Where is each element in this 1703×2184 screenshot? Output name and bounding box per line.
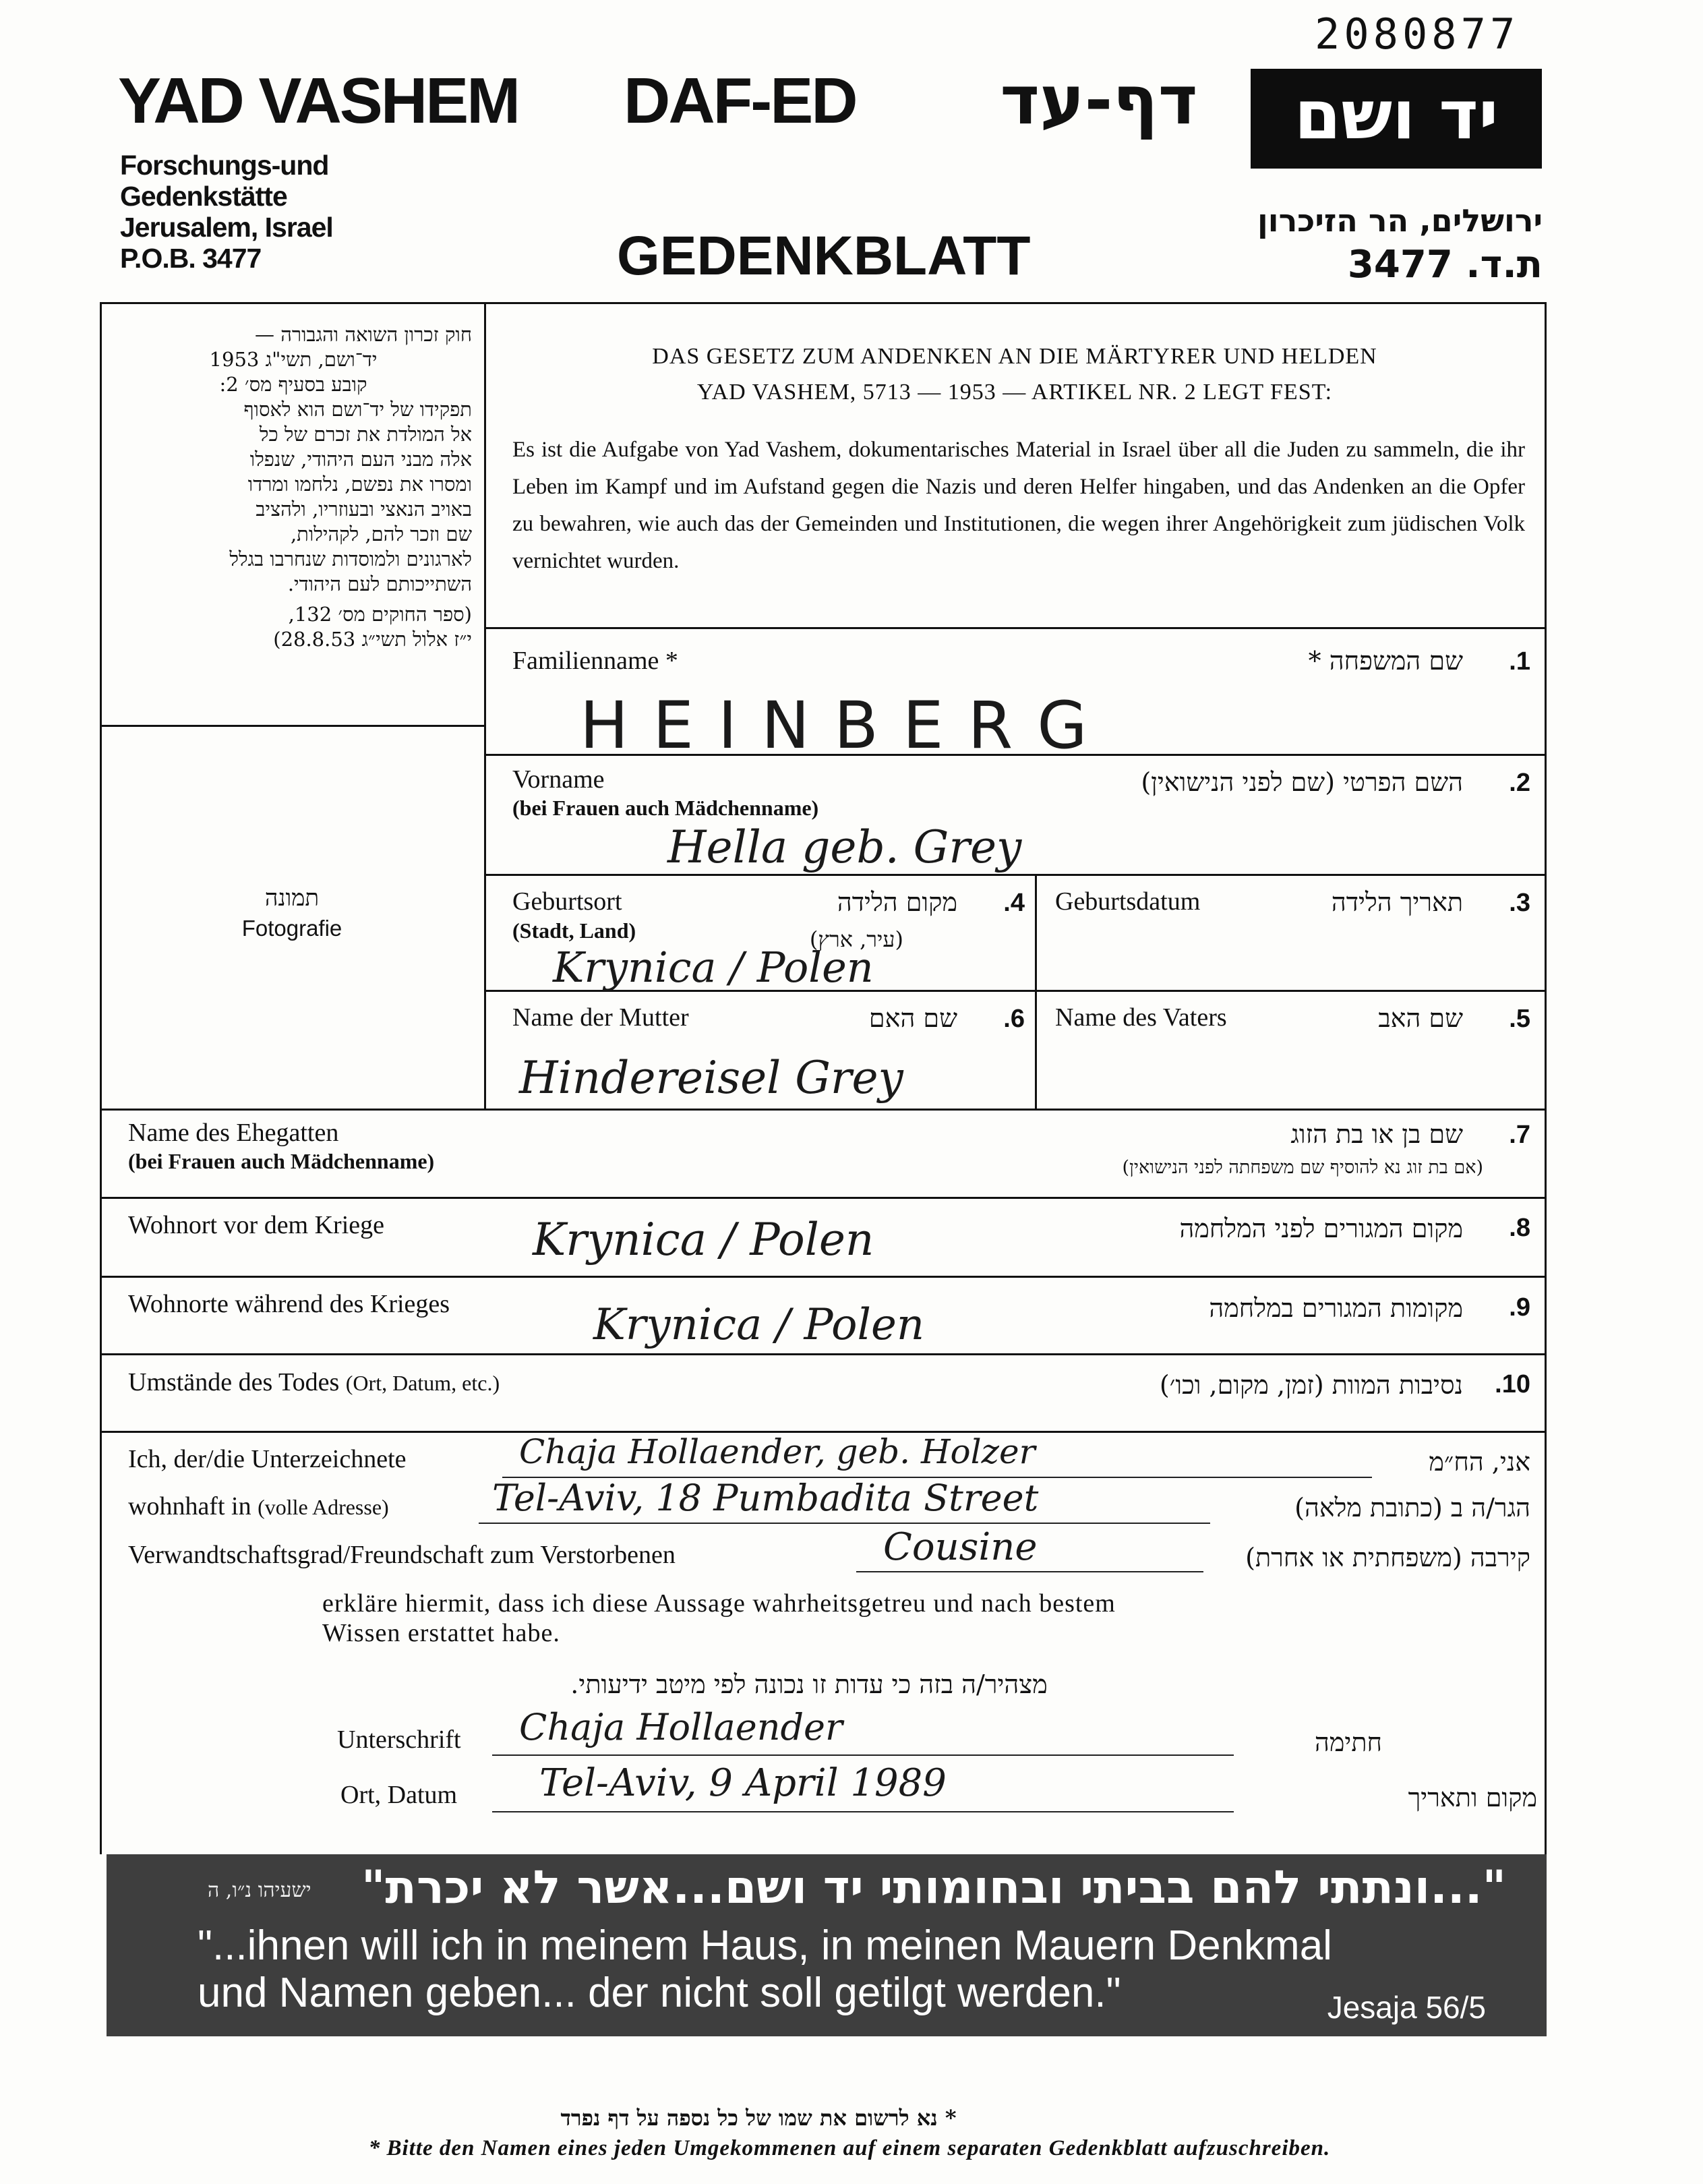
field4-sublabel: (Stadt, Land) — [512, 918, 636, 943]
field1-hebrew: שם המשפחה * — [1308, 646, 1463, 676]
signature-label: Unterschrift — [337, 1725, 461, 1754]
yad-vashem-title: YAD VASHEM — [118, 65, 519, 137]
frame-right — [1545, 302, 1547, 1854]
address-value[interactable]: Tel-Aviv, 18 Pumbadita Street — [492, 1477, 1039, 1519]
footer-hebrew-note: * נא לרשום את שמו של כל נספה על דף נפרד — [560, 2105, 957, 2131]
field10-number: .10 — [1495, 1370, 1530, 1398]
address-label — [128, 1492, 389, 1521]
address-label-suffix: (volle Adresse) — [258, 1495, 389, 1519]
field4-hebrew: מקום הלידה — [837, 887, 957, 917]
field6-value-mother-name[interactable]: Hindereisel Grey — [519, 1052, 903, 1104]
german-law-bottom — [484, 627, 1547, 629]
signature-line — [492, 1754, 1234, 1756]
address-line — [479, 1523, 1210, 1524]
field4-hebrew-sub: (עיר, ארץ) — [809, 926, 903, 952]
field3-hebrew: תאריך הלידה — [1331, 887, 1463, 917]
field7-label: Name des Ehegatten — [128, 1119, 339, 1147]
field4-number: .4 — [1003, 889, 1025, 917]
field1-label: Familienname * — [512, 647, 678, 675]
field2-sublabel: (bei Frauen auch Mädchenname) — [512, 796, 819, 820]
field1-value-family-name[interactable]: HEINBERG — [580, 688, 1112, 763]
field1-number: .1 — [1509, 647, 1530, 676]
place-date-label: Ort, Datum — [340, 1781, 458, 1809]
field6-label: Name der Mutter — [512, 1003, 689, 1032]
law-hebrew-line: (ספר החוקים מס׳ 132, — [288, 603, 472, 626]
law-hebrew-line: לארגונים ולמוסדות שנחרבו בגלל — [229, 548, 472, 570]
institution-line: P.O.B. 3477 — [120, 243, 262, 274]
place-date-value[interactable]: Tel-Aviv, 9 April 1989 — [539, 1761, 947, 1805]
field7-sublabel: (bei Frauen auch Mädchenname) — [128, 1149, 435, 1173]
gedenkblatt-title: GEDENKBLATT — [617, 225, 1031, 287]
field10-value-circumstances[interactable] — [607, 1369, 944, 1409]
field6-hebrew: שם האם — [868, 1003, 957, 1033]
institution-line: Gedenkstätte — [120, 181, 287, 212]
law-hebrew-line: שם וזכר להם, לקהילות, — [290, 523, 472, 545]
field10-label-suffix: (Ort, Datum, etc.) — [345, 1371, 500, 1395]
field5-label: Name des Vaters — [1055, 1003, 1227, 1032]
frame-left — [100, 302, 102, 1854]
law-hebrew-line: יד־ושם, תשי"ג 1953 — [209, 348, 378, 371]
signer-label: Ich, der/die Unterzeichnete — [128, 1445, 407, 1473]
field4-value-birthplace[interactable]: Krynica / Polen — [553, 943, 874, 992]
field6-number: .6 — [1003, 1005, 1025, 1033]
law-hebrew-line: אלה מבני העם היהודי, שנפלו — [249, 448, 472, 471]
yad-vashem-logo — [1251, 69, 1542, 169]
address-label-text: wohnhaft in — [128, 1492, 251, 1521]
field10-label — [128, 1367, 500, 1397]
field7-number: .7 — [1509, 1121, 1530, 1149]
law-bottom — [100, 725, 484, 727]
place-date-hebrew: מקום ותאריך — [1408, 1783, 1537, 1812]
field3-label: Geburtsdatum — [1055, 887, 1201, 916]
german-law-body: Es ist die Aufgabe von Yad Vashem, dokumentarisches Material in Israel über all die Juden zu sammeln, die ihr Leben im Kampf und im Aufstand gegen die Nazis und deren Helfer hingaben, und das Andenken an die Opfer zu bewahren, wie auch das der Gemeinden und Institutionen, die wegen ihrer Angehörigkeit zum jüdischen Volk vernichtet wurden. — [512, 438, 1525, 573]
field5-value-father-name[interactable] — [1079, 1052, 1510, 1092]
photo-label-hebrew: תמונה — [264, 885, 320, 912]
relation-hebrew: קירבה (משפחתית או אחרת) — [1245, 1543, 1530, 1572]
field8-hebrew: מקום המגורים לפני המלחמה — [1179, 1214, 1463, 1243]
field10-hebrew: נסיבות המוות (זמן, מקום, וכו׳) — [1159, 1370, 1463, 1400]
german-law-heading-1: DAS GESETZ ZUM ANDENKEN AN DIE MÄRTYRER UND HELDEN — [652, 344, 1377, 369]
field5-hebrew: שם האב — [1378, 1003, 1463, 1033]
field2-bottom — [484, 874, 1547, 876]
statement-hebrew: מצהיר/ה בזה כי עדות זו נכונה לפי מיטב ידיעותי. — [570, 1670, 1048, 1699]
quote-banner — [107, 1854, 1547, 2036]
field6-bottom — [100, 1109, 1547, 1111]
field9-value-wartime-residence[interactable]: Krynica / Polen — [593, 1300, 925, 1350]
law-hebrew-line: חוק זכרון השואה והגבורה — — [254, 323, 472, 346]
field10-label-text: Umstände des Todes — [128, 1368, 340, 1396]
banner-source: Jesaja 56/5 — [1327, 1990, 1486, 2025]
relation-line — [856, 1571, 1203, 1572]
field7-hebrew: שם בן או בת הזוג — [1290, 1119, 1463, 1149]
statement-line-2: Wissen erstattet habe. — [322, 1619, 560, 1647]
field3-number: .3 — [1509, 889, 1530, 917]
law-hebrew-line: באויב הנאצי ובעוזריו, ולהציב — [256, 498, 472, 521]
banner-hebrew-source: ישעיהו נ״ו, ה — [208, 1879, 311, 1902]
field9-bottom — [100, 1353, 1547, 1355]
german-law-heading-2: YAD VASHEM, 5713 — 1953 — ARTIKEL NR. 2 LEGT FEST: — [696, 380, 1333, 405]
statement-line-1: erkläre hiermit, dass ich diese Aussage wahrheitsgetreu und nach bestem — [322, 1589, 1116, 1618]
field8-number: .8 — [1509, 1214, 1530, 1242]
law-hebrew-line: אל המולדת את זכרם של כל — [259, 423, 472, 446]
hebrew-address: ירושלים, הר הזיכרון — [1257, 202, 1543, 239]
field9-label: Wohnorte während des Krieges — [128, 1290, 450, 1318]
banner-german-line-2: und Namen geben... der nicht soll getilgt werden." — [198, 1970, 1121, 2016]
law-hebrew-text — [115, 322, 472, 652]
daf-ed-title: DAF-ED — [624, 65, 856, 137]
signer-hebrew: אני, הח״מ — [1429, 1447, 1530, 1477]
frame-top — [100, 302, 1547, 304]
field8-value-prewar-residence[interactable]: Krynica / Polen — [533, 1214, 874, 1266]
field4-label: Geburtsort — [512, 887, 622, 916]
relation-value[interactable]: Cousine — [883, 1525, 1038, 1569]
hebrew-pobox: ת.ד. 3477 — [1347, 243, 1543, 287]
relation-label: Verwandtschaftsgrad/Freundschaft zum Verstorbenen — [128, 1541, 676, 1569]
signature-hebrew: חתימה — [1314, 1728, 1382, 1757]
field5-number: .5 — [1509, 1005, 1530, 1033]
field9-number: .9 — [1509, 1293, 1530, 1322]
field8-label: Wohnort vor dem Kriege — [128, 1211, 384, 1239]
law-hebrew-line: קובע בסעיף מס׳ 2: — [219, 373, 367, 396]
law-divider — [484, 302, 486, 1109]
signer-value[interactable]: Chaja Hollaender, geb. Holzer — [519, 1432, 1036, 1471]
institution-address — [120, 150, 333, 274]
field7-bottom — [100, 1197, 1547, 1199]
field2-label: Vorname — [512, 765, 605, 794]
field9-hebrew: מקומות המגורים במלחמה — [1209, 1293, 1463, 1323]
law-hebrew-line: תפקידו של יד־ושם הוא לאסוף — [243, 398, 472, 421]
law-hebrew-line: י״ז אלול תשי״ג 28.8.53) — [273, 628, 472, 651]
law-hebrew-line: השתייכותם לעם היהודי. — [287, 572, 472, 595]
signature-value[interactable]: Chaja Hollaender — [519, 1706, 843, 1748]
logo-hebrew-text: יד ושם — [1294, 76, 1499, 154]
address-hebrew: הגר/ה ב (כתובת מלאה) — [1294, 1493, 1530, 1523]
footer-german-note: * Bitte den Namen eines jeden Umgekommenen auf einem separaten Gedenkblatt aufzuschreiben. — [368, 2136, 1331, 2160]
banner-hebrew-quote: "...ונתתי להם בביתי ובחומותי יד ושם...אשר לא יכרת" — [361, 1861, 1506, 1914]
photo-label-german: Fotografie — [241, 916, 342, 941]
field7-hebrew-sub: (אם בת זוג נא להוסיף שם משפחתה לפני הנישואין) — [1122, 1157, 1483, 1178]
institution-line: Forschungs-und — [120, 150, 329, 181]
daf-ed-hebrew-title: דף-עד — [1000, 61, 1198, 140]
law-hebrew-line: ומסרו את נפשם, נלחמו ומרדו — [247, 473, 472, 496]
field2-number: .2 — [1509, 769, 1530, 797]
banner-german-line-1: "...ihnen will ich in meinem Haus, in meinen Mauern Denkmal — [198, 1922, 1332, 1969]
field2-value-first-name[interactable]: Hella geb. Grey — [667, 821, 1022, 873]
institution-line: Jerusalem, Israel — [120, 212, 333, 243]
field7-value-spouse[interactable] — [526, 1140, 998, 1180]
serial-number: 2080877 — [1315, 9, 1520, 59]
field8-bottom — [100, 1276, 1547, 1278]
field3-value-birthdate[interactable] — [1079, 937, 1510, 978]
field2-hebrew: השם הפרטי (שם לפני הנישואין) — [1141, 767, 1463, 797]
place-date-line — [492, 1811, 1234, 1812]
